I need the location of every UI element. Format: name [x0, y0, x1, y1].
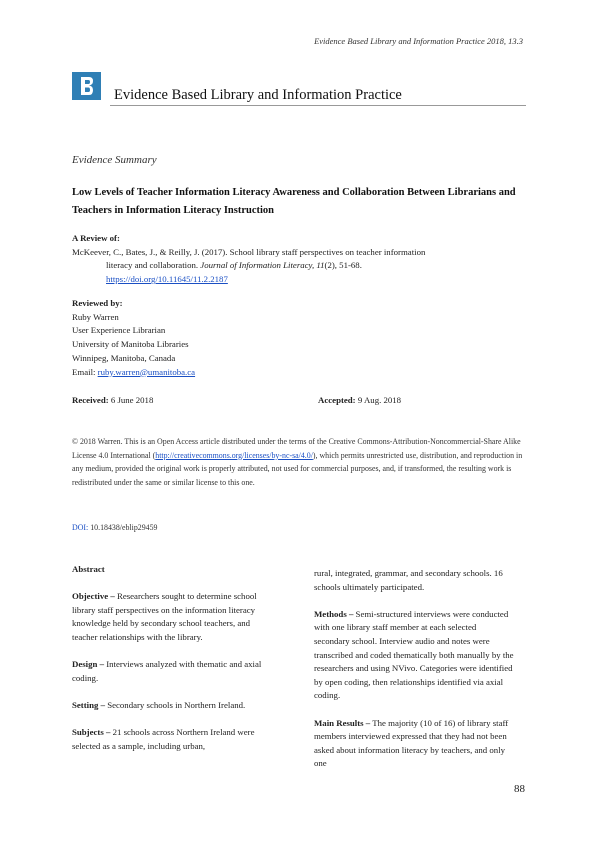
email-label: Email:	[72, 366, 98, 377]
setting-text: Secondary schools in Northern Ireland.	[107, 699, 246, 710]
objective-paragraph	[72, 590, 272, 644]
reviewed-by-section	[72, 297, 372, 379]
reviewer-email-line	[72, 366, 372, 380]
article-type: Evidence Summary	[72, 154, 157, 166]
objective-label: Objective –	[72, 591, 115, 602]
received-date	[72, 394, 153, 408]
license-notice	[72, 435, 527, 489]
doi-label: DOI:	[72, 523, 89, 532]
journal-title: Evidence Based Library and Information Practice	[114, 87, 402, 103]
journal-logo	[72, 72, 101, 100]
methods-label: Methods –	[314, 608, 354, 619]
doi-line	[72, 523, 158, 532]
results-label: Main Results –	[314, 717, 371, 728]
subjects-text: 21 schools across Northern Ireland were selected as a sample, including urban,	[72, 727, 255, 751]
methods-paragraph	[314, 608, 514, 703]
article-title: Low Levels of Teacher Information Literacy Awareness and Collaboration Between Librarians and Teachers in Information Literacy Instruction	[72, 187, 516, 216]
subjects-continuation: rural, integrated, grammar, and secondary schools. 16 schools ultimately participated.	[314, 568, 503, 592]
citation-doi-link[interactable]: https://doi.org/10.11645/11.2.2187	[106, 274, 228, 285]
citation-line2: literacy and collaboration.	[106, 260, 201, 271]
setting-paragraph	[72, 699, 272, 713]
reviewer-institution: University of Manitoba Libraries	[72, 339, 189, 350]
design-paragraph	[72, 658, 272, 685]
accepted-label: Accepted:	[318, 395, 356, 405]
results-text: The majority (10 of 16) of library staff members interviewed expressed that they had not been asked about information literacy by teachers, and only one	[314, 717, 509, 769]
methods-text: Semi-structured interviews were conducted with one library staff member at each selected secondary school. Interview audio and notes were transcribed and coded thematically both manually by the researchers and using NVivo. Categories were identified by open coding, then relationships identified via axial coding.	[314, 608, 514, 701]
reviewer-name: Ruby Warren	[72, 311, 119, 322]
citation-journal: Journal of Information Literacy, 11	[200, 260, 325, 271]
citation-issue-pages: (2), 51-68.	[324, 260, 362, 271]
page-number: 88	[514, 783, 525, 795]
review-of-section	[72, 232, 527, 287]
received-label: Received:	[72, 395, 109, 405]
accepted-value: 9 Aug. 2018	[357, 395, 402, 405]
received-value: 6 June 2018	[110, 395, 154, 405]
reviewed-by-heading: Reviewed by:	[72, 298, 123, 308]
license-link[interactable]: http://creativecommons.org/licenses/by-nc-sa/4.0/	[155, 450, 313, 460]
design-text: Interviews analyzed with thematic and axial coding.	[72, 659, 262, 683]
objective-text: Researchers sought to determine school library staff perspectives on the information literacy knowledge held by secondary school teachers, and teacher relationships with the library.	[72, 591, 257, 642]
header-rule	[110, 105, 526, 106]
license-text-end: ), which permits unrestricted use, distribution, and reproduction in any medium, provided the original work is properly attributed, not used for commercial purposes, and, if transformed, the resulting work is redistributed under the same or similar license to this one.	[72, 450, 523, 487]
accepted-date	[318, 394, 401, 408]
reviewer-email-link[interactable]: ruby.warren@umanitoba.ca	[97, 366, 196, 377]
logo-mark-icon	[81, 77, 93, 95]
design-label: Design –	[72, 659, 105, 670]
doi-value: 10.18438/eblip29459	[90, 523, 158, 532]
subjects-paragraph	[72, 726, 272, 753]
citation-continuation	[72, 259, 527, 273]
review-of-heading: A Review of:	[72, 233, 120, 243]
setting-label: Setting –	[72, 699, 105, 710]
running-head: Evidence Based Library and Information Practice 2018, 13.3	[314, 36, 523, 46]
abstract-right-column	[314, 567, 514, 785]
abstract-left-column	[72, 563, 272, 767]
license-text-start: © 2018 Warren. This is an Open Access article distributed under the terms of the Creative Commons‐Attribution‐Noncommercial‐Share Alike License 4.0 International (	[72, 437, 521, 460]
subjects-label: Subjects –	[72, 727, 111, 738]
results-paragraph	[314, 717, 514, 771]
abstract-heading: Abstract	[72, 564, 105, 574]
citation-line1: McKeever, C., Bates, J., & Reilly, J. (2017). School library staff perspectives on teacher information	[72, 246, 426, 257]
reviewer-location: Winnipeg, Manitoba, Canada	[72, 352, 176, 363]
reviewer-role: User Experience Librarian	[72, 325, 166, 336]
